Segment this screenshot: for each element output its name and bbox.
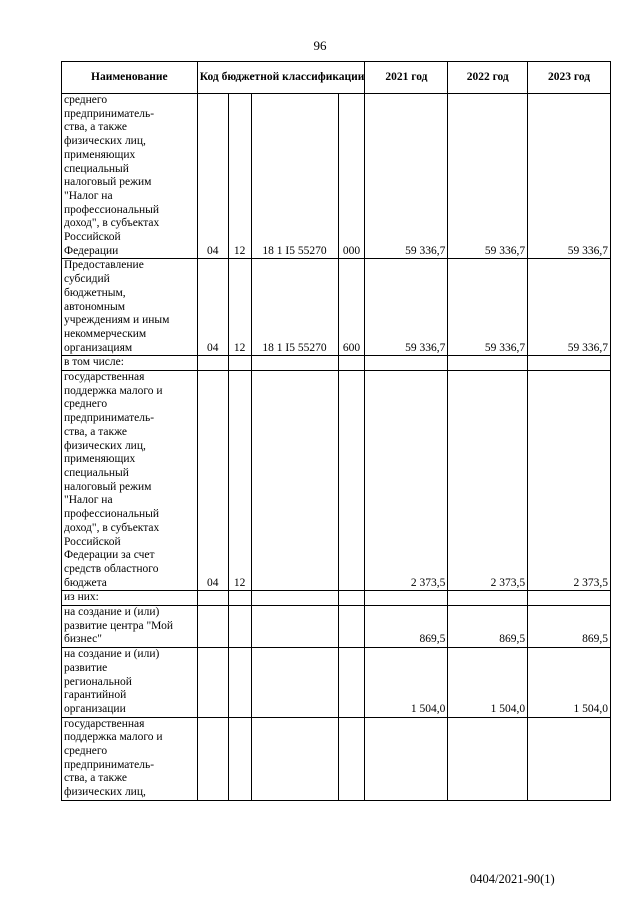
header-2023: 2023 год <box>528 62 611 94</box>
header-code: Код бюджетной классификации <box>197 62 365 94</box>
row-value-2022 <box>448 591 528 606</box>
row-value-2023 <box>528 717 611 800</box>
budget-table <box>61 61 611 801</box>
row-value-2021: 2 373,5 <box>365 371 448 591</box>
table-row <box>62 371 611 591</box>
table-row <box>62 717 611 800</box>
row-target-article: 18 1 I5 55270 <box>251 259 338 356</box>
row-value-2023: 1 504,0 <box>528 648 611 718</box>
row-section: 04 <box>197 94 228 259</box>
row-value-2021: 1 504,0 <box>365 648 448 718</box>
row-value-2023 <box>528 356 611 371</box>
row-value-2023: 2 373,5 <box>528 371 611 591</box>
row-expense-type <box>338 356 365 371</box>
row-value-2022 <box>448 717 528 800</box>
row-value-2021: 869,5 <box>365 606 448 648</box>
row-expense-type <box>338 371 365 591</box>
row-value-2021: 59 336,7 <box>365 259 448 356</box>
row-name: в том числе: <box>62 356 198 371</box>
row-target-article <box>251 717 338 800</box>
row-target-article <box>251 606 338 648</box>
table-row <box>62 591 611 606</box>
row-section <box>197 717 228 800</box>
row-name: на создание и (или) развитие региональной гарантийной организации <box>62 648 198 718</box>
header-2022: 2022 год <box>448 62 528 94</box>
page-number: 96 <box>313 38 327 53</box>
table-row <box>62 648 611 718</box>
row-section: 04 <box>197 371 228 591</box>
row-expense-type <box>338 606 365 648</box>
row-value-2021: 59 336,7 <box>365 94 448 259</box>
row-value-2023: 869,5 <box>528 606 611 648</box>
row-value-2022: 59 336,7 <box>448 259 528 356</box>
row-target-article <box>251 648 338 718</box>
row-value-2022: 2 373,5 <box>448 371 528 591</box>
row-subsection: 12 <box>228 94 251 259</box>
table-header-row <box>62 62 611 94</box>
row-expense-type: 600 <box>338 259 365 356</box>
row-expense-type <box>338 591 365 606</box>
table-row <box>62 356 611 371</box>
table-row <box>62 259 611 356</box>
row-name: из них: <box>62 591 198 606</box>
row-name: на создание и (или) развитие центра "Мой бизнес" <box>62 606 198 648</box>
row-target-article <box>251 356 338 371</box>
table-row <box>62 606 611 648</box>
row-section <box>197 648 228 718</box>
row-value-2022: 59 336,7 <box>448 94 528 259</box>
row-section <box>197 591 228 606</box>
row-expense-type: 000 <box>338 94 365 259</box>
row-value-2023: 59 336,7 <box>528 94 611 259</box>
row-value-2021 <box>365 717 448 800</box>
table-row <box>62 94 611 259</box>
row-subsection: 12 <box>228 371 251 591</box>
row-subsection <box>228 717 251 800</box>
row-value-2022 <box>448 356 528 371</box>
row-value-2023 <box>528 591 611 606</box>
row-name: среднего предприниматель- ства, а также физических лиц, применяющих специальный налоговый режим "Налог на профессиональный доход", в субъектах Российской Федерации <box>62 94 198 259</box>
row-section <box>197 606 228 648</box>
row-value-2023: 59 336,7 <box>528 259 611 356</box>
row-subsection <box>228 356 251 371</box>
document-code: 0404/2021-90(1) <box>470 872 555 886</box>
row-section <box>197 356 228 371</box>
header-2021: 2021 год <box>365 62 448 94</box>
row-target-article: 18 1 I5 55270 <box>251 94 338 259</box>
row-value-2022: 1 504,0 <box>448 648 528 718</box>
row-value-2021 <box>365 591 448 606</box>
row-value-2021 <box>365 356 448 371</box>
row-section: 04 <box>197 259 228 356</box>
row-name: государственная поддержка малого и среднего предприниматель- ства, а также физических лиц, <box>62 717 198 800</box>
row-subsection <box>228 606 251 648</box>
header-name: Наименование <box>62 62 198 94</box>
row-expense-type <box>338 717 365 800</box>
row-target-article <box>251 591 338 606</box>
row-name: Предоставление субсидий бюджетным, автономным учреждениям и иным некоммерческим организациям <box>62 259 198 356</box>
row-target-article <box>251 371 338 591</box>
row-subsection <box>228 648 251 718</box>
row-expense-type <box>338 648 365 718</box>
row-subsection: 12 <box>228 259 251 356</box>
row-subsection <box>228 591 251 606</box>
row-value-2022: 869,5 <box>448 606 528 648</box>
row-name: государственная поддержка малого и среднего предприниматель- ства, а также физических лиц, применяющих специальный налоговый режим "Налог на профессиональный доход", в субъектах Российской Федерации за счет средств областного бюджета <box>62 371 198 591</box>
